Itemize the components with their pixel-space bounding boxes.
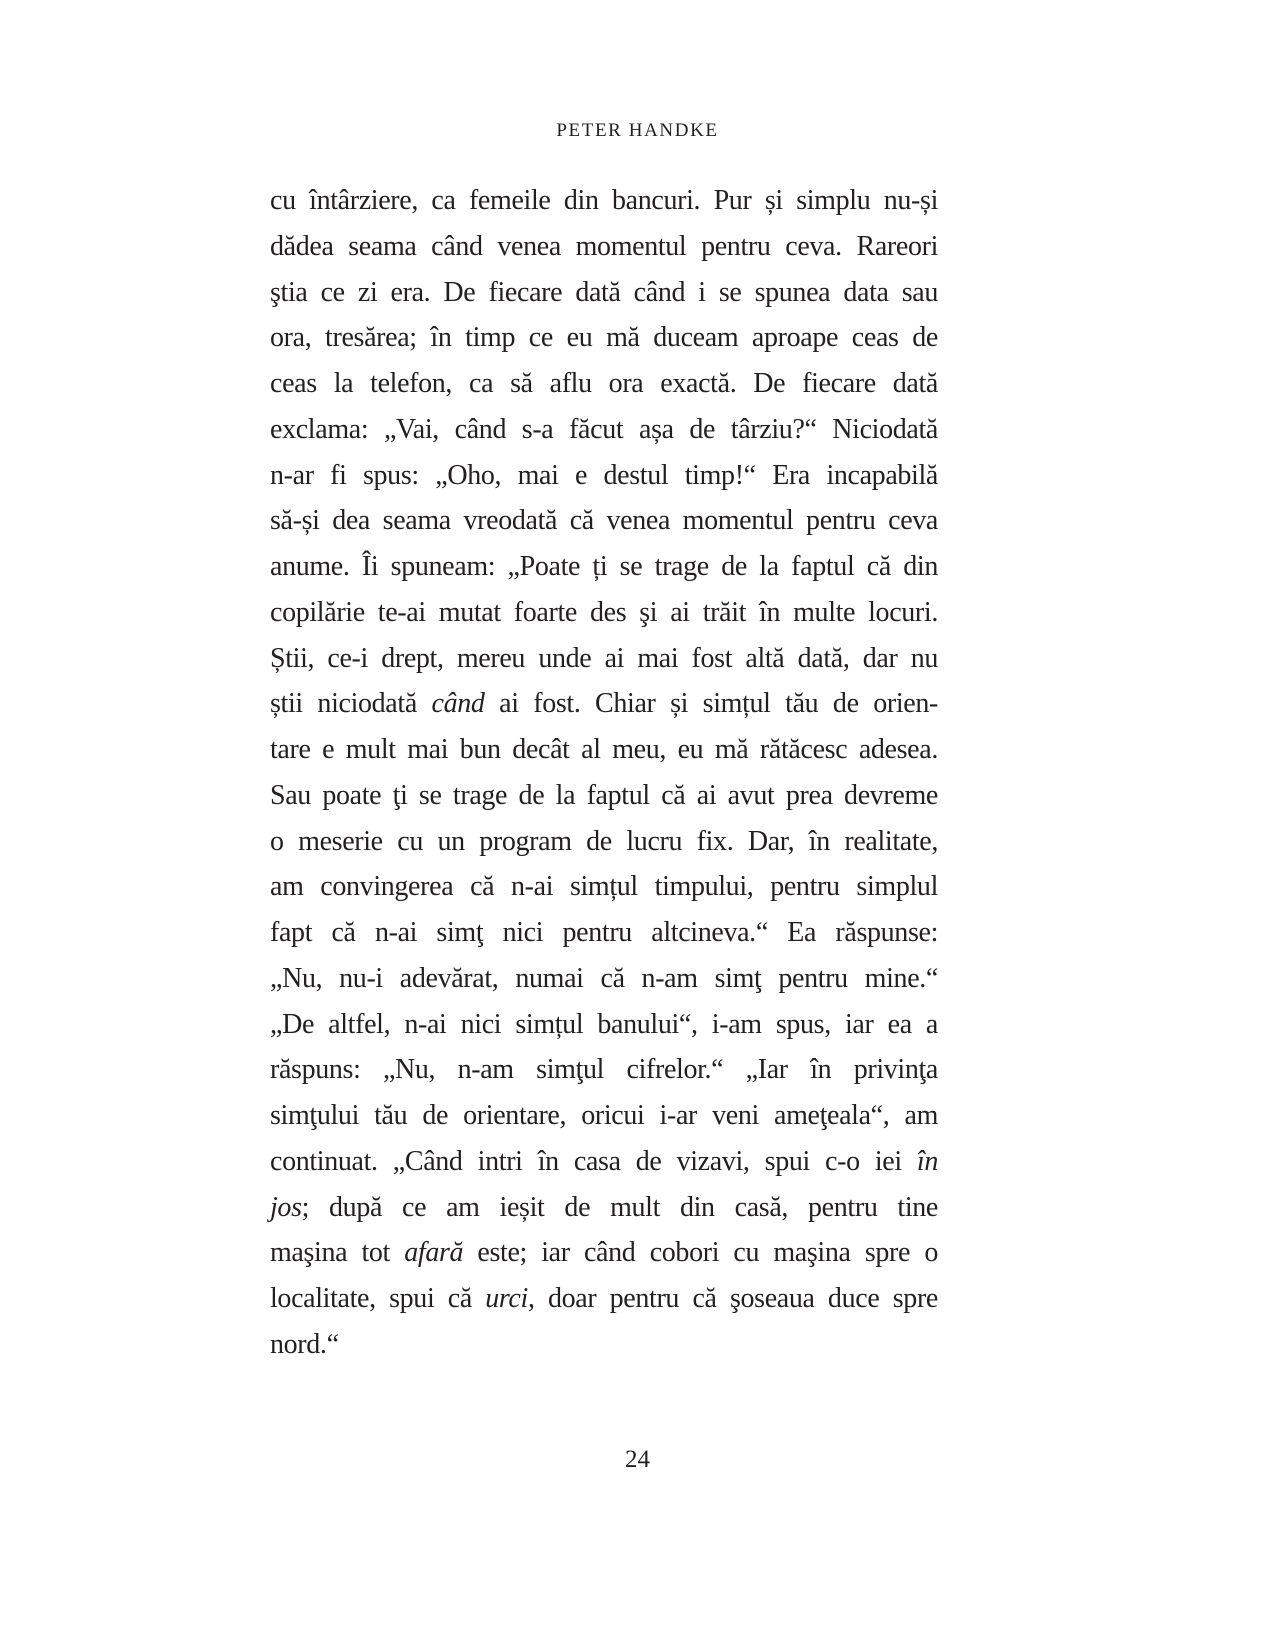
text-segment: anume. Îi spuneam: „Poate ți se trage de la faptul că din (270, 551, 938, 582)
text-segment: fapt că n-ai simţ nici pentru altcineva.“ Ea răspunse: (270, 917, 938, 948)
text-segment: ; după ce am ieșit de mult din casă, pentru tine (301, 1191, 938, 1223)
text-segment: ceas la telefon, ca să aflu ora exactă. De fiecare dată (270, 368, 938, 399)
text-segment: n-ar fi spus: „Oho, mai e destul timp!“ Era incapabilă (270, 459, 938, 491)
text-segment: „Nu, nu-i adevărat, numai că n-am simţ pentru mine.“ (270, 962, 938, 994)
text-line (270, 1230, 938, 1276)
text-line (270, 315, 938, 361)
text-segment: ora, tresărea; în timp ce eu mă duceam aproape ceas de (270, 322, 938, 354)
text-segment: maşina tot (270, 1237, 405, 1269)
text-segment: ai fost. Chiar și simțul tău de orien- (484, 688, 939, 720)
text-segment: cu întârziere, ca femeile din bancuri. Pur și simplu nu-și (270, 185, 938, 216)
text-line (270, 407, 938, 453)
text-segment: Știi, ce-i drept, mereu unde ai mai fost altă dată, dar nu (270, 642, 938, 674)
text-segment: este; iar când cobori cu maşina spre o (463, 1237, 938, 1269)
text-line (270, 1047, 938, 1093)
text-segment: localitate, spui că (270, 1283, 486, 1314)
page-number: 24 (625, 1446, 650, 1473)
text-line (270, 1093, 938, 1139)
text-line (270, 864, 938, 910)
text-line (270, 636, 938, 682)
text-segment: o meserie cu un program de lucru fix. Dar, în realitate, (270, 825, 938, 857)
text-segment: am convingerea că n-ai simțul timpului, pentru simplul (270, 871, 938, 903)
text-line (270, 681, 938, 727)
text-line (270, 224, 938, 270)
italic-text: afară (404, 1237, 464, 1269)
text-line (270, 270, 938, 316)
text-line (270, 910, 938, 956)
italic-text: urci (485, 1283, 528, 1314)
text-line (270, 178, 938, 224)
text-segment: Sau poate ţi se trage de la faptul că ai avut prea devreme (270, 779, 938, 811)
running-head: PETER HANDKE (556, 120, 719, 141)
italic-text: jos (270, 1191, 302, 1223)
text-segment: simţului tău de orientare, oricui i-ar veni ameţeala“, am (270, 1100, 938, 1131)
text-segment: tare e mult mai bun decât al meu, eu mă rătăcesc adesea. (270, 734, 938, 765)
text-line (270, 1185, 938, 1231)
body-text (270, 178, 938, 1368)
text-segment: copilărie te-ai mutat foarte des şi ai trăit în multe locuri. (270, 596, 938, 628)
text-line (270, 1322, 938, 1368)
text-line (270, 1139, 938, 1185)
text-segment: să-și dea seama vreodată că venea momentul pentru ceva (270, 505, 938, 537)
text-segment: răspuns: „Nu, n-am simţul cifrelor.“ „Iar în privinţa (270, 1054, 938, 1086)
text-line (270, 453, 938, 499)
text-line (270, 727, 938, 773)
text-line (270, 498, 938, 544)
text-segment: ştia ce zi era. De fiecare dată când i se spunea data sau (270, 276, 938, 308)
text-segment: știi niciodată (270, 688, 432, 720)
text-segment: nord.“ (270, 1328, 339, 1360)
text-segment: , doar pentru că şoseaua duce spre (527, 1283, 938, 1314)
text-segment: continuat. „Când intri în casa de vizavi, spui c-o iei (270, 1145, 917, 1177)
text-segment: „De altfel, n-ai nici simțul banului“, i-am spus, iar ea a (270, 1008, 938, 1040)
text-line (270, 1002, 938, 1048)
text-line (270, 590, 938, 636)
text-line (270, 1276, 938, 1322)
text-line (270, 773, 938, 819)
text-line (270, 361, 938, 407)
text-line (270, 544, 938, 590)
text-line (270, 956, 938, 1002)
text-segment: exclama: „Vai, când s-a făcut așa de târziu?“ Niciodată (270, 413, 938, 445)
text-segment: dădea seama când venea momentul pentru ceva. Rareori (270, 230, 938, 262)
italic-text: când (431, 688, 485, 720)
italic-text: în (916, 1145, 938, 1177)
text-line (270, 819, 938, 865)
